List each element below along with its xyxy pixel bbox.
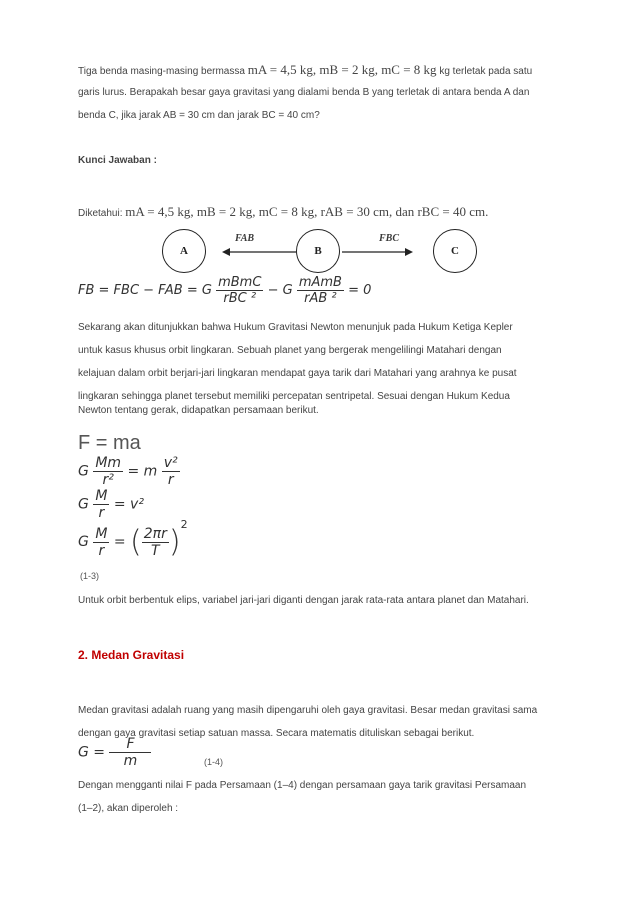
problem-line-3: benda C, jika jarak AB = 30 cm dan jarak BC = 40 cm? <box>78 110 320 121</box>
period-equation: G $\frac{M}{r}$ = ( $\frac{2\pi r}{T}$ )$^2$ <box>78 518 188 560</box>
problem-line-1: Tiga benda masing-masing bermassa mA = 4,5 kg, mB = 2 kg, mC = 8 kg kg terletak pada satu <box>78 62 533 77</box>
force-bc-label: FBC <box>379 233 400 244</box>
field-equation: G = $\frac{F}{m}$ <box>78 736 151 769</box>
force-equation: FB = FBC − FAB = G $\frac{\text{mBmC}}{\text{rBC ²}}$ − G $\frac{\text{mAmB}}{\text{rAB ²}}$ = 0 <box>78 275 372 306</box>
kepler-paragraph-line-3: kelajuan dalam orbit berjari-jari lingkaran mendapat gaya tarik dari Matahari yang arahnya ke pusat <box>78 368 517 379</box>
section-heading-medan-gravitasi: 2. Medan Gravitasi <box>78 648 185 662</box>
body-c-circle: C <box>433 229 477 273</box>
given-line: Diketahui: mA = 4,5 kg, mB = 2 kg, mC = 8 kg, rAB = 30 cm, dan rBC = 40 cm. <box>78 204 489 219</box>
kepler-paragraph-line-5: Newton tentang gerak, didapatkan persamaan berikut. <box>78 405 319 416</box>
body-a-circle: A <box>162 229 206 273</box>
body-b-circle: B <box>296 229 340 273</box>
problem-line-2: garis lurus. Berapakah besar gaya gravitasi yang dialami benda B yang terletak di antara benda A dan <box>78 87 530 98</box>
force-arrows <box>200 240 430 270</box>
field-paragraph-line-1: Medan gravitasi adalah ruang yang masih dipengaruhi oleh gaya gravitasi. Besar medan gravitasi sama <box>78 705 538 716</box>
newton-second-law: F = ma <box>78 432 141 454</box>
given-values: mA = 4,5 kg, mB = 2 kg, mC = 8 kg, rAB = 30 cm, dan rBC = 40 cm. <box>125 204 489 219</box>
kepler-paragraph-line-1: Sekarang akan ditunjukkan bahwa Hukum Gravitasi Newton menunjuk pada Hukum Ketiga Kepler <box>78 322 513 333</box>
field-paragraph-line-2: dengan gaya gravitasi setiap satuan massa. Secara matematis dituliskan sebagai berikut. <box>78 728 475 739</box>
kepler-paragraph-line-4: lingkaran sehingga planet tersebut memiliki percepatan sentripetal. Sesuai dengan Hukum Kedua <box>78 391 510 402</box>
equation-ref-1-4: (1-4) <box>204 757 224 767</box>
problem-masses: mA = 4,5 kg, mB = 2 kg, mC = 8 kg <box>247 62 437 77</box>
kepler-paragraph-line-2: untuk kasus khusus orbit lingkaran. Sebuah planet yang bergerak mengelilingi Matahari dengan <box>78 345 502 356</box>
elliptic-orbit-note: Untuk orbit berbentuk elips, variabel jari-jari diganti dengan jarak rata-rata antara planet dan Matahari. <box>78 595 529 606</box>
velocity-equation: G $\frac{M}{r}$ = v² <box>78 488 144 521</box>
answer-key-heading: Kunci Jawaban : <box>78 155 157 166</box>
substitution-paragraph-line-2: (1–2), akan diperoleh : <box>78 803 179 814</box>
force-ab-label: FAB <box>235 233 255 244</box>
substitution-paragraph-line-1: Dengan mengganti nilai F pada Persamaan (1–4) dengan persamaan gaya tarik gravitasi Persamaan <box>78 780 527 791</box>
gravity-centripetal-equation: G $\frac{Mm}{\text{r²}}$ = m $\frac{\text{v²}}{r}$ <box>78 455 178 488</box>
equation-ref-1-3: (1-3) <box>80 571 100 581</box>
